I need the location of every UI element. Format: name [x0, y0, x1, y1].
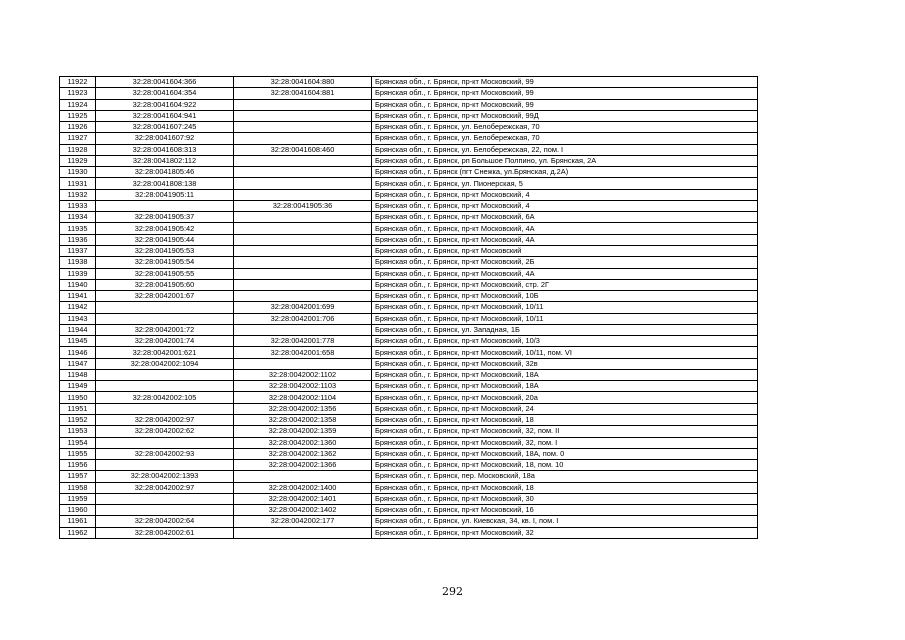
address-cell: Брянская обл., г. Брянск, пр-кт Московский, 32	[372, 527, 758, 538]
cadastral-number-cell	[96, 313, 234, 324]
table-row	[60, 460, 758, 471]
building-number-cell: 32:28:0042002:1400	[234, 482, 372, 493]
building-number-cell	[234, 122, 372, 133]
row-number-cell: 11927	[60, 133, 96, 144]
cadastral-number-cell: 32:28:0042002:64	[96, 516, 234, 527]
building-number-cell	[234, 155, 372, 166]
building-number-cell: 32:28:0042002:1401	[234, 493, 372, 504]
row-number-cell: 11929	[60, 155, 96, 166]
cadastral-number-cell: 32:28:0041905:55	[96, 268, 234, 279]
table-row	[60, 245, 758, 256]
building-number-cell: 32:28:0042002:1356	[234, 403, 372, 414]
building-number-cell: 32:28:0042001:658	[234, 347, 372, 358]
row-number-cell: 11953	[60, 426, 96, 437]
building-number-cell: 32:28:0041604:880	[234, 77, 372, 88]
cadastral-number-cell	[96, 381, 234, 392]
table-row	[60, 381, 758, 392]
address-cell: Брянская обл., г. Брянск, пр-кт Московский, 18	[372, 482, 758, 493]
table-row	[60, 122, 758, 133]
cadastral-number-cell: 32:28:0041802:112	[96, 155, 234, 166]
building-number-cell	[234, 257, 372, 268]
building-number-cell	[234, 324, 372, 335]
table-row	[60, 313, 758, 324]
building-number-cell: 32:28:0041604:881	[234, 88, 372, 99]
row-number-cell: 11930	[60, 167, 96, 178]
table-row	[60, 347, 758, 358]
table-row	[60, 516, 758, 527]
building-number-cell	[234, 291, 372, 302]
building-number-cell	[234, 471, 372, 482]
building-number-cell: 32:28:0042002:1366	[234, 460, 372, 471]
table-row	[60, 369, 758, 380]
row-number-cell: 11954	[60, 437, 96, 448]
cadastral-number-cell: 32:28:0042002:93	[96, 448, 234, 459]
table-row	[60, 505, 758, 516]
address-cell: Брянская обл., г. Брянск, пр-кт Московский, 4	[372, 200, 758, 211]
building-number-cell: 32:28:0042002:1102	[234, 369, 372, 380]
row-number-cell: 11926	[60, 122, 96, 133]
address-cell: Брянская обл., г. Брянск, пр-кт Московский, 18	[372, 414, 758, 425]
cadastral-number-cell	[96, 200, 234, 211]
address-cell: Брянская обл., г. Брянск, пр-кт Московский, 6А	[372, 212, 758, 223]
cadastral-number-cell	[96, 369, 234, 380]
table-row	[60, 302, 758, 313]
table-row	[60, 223, 758, 234]
cadastral-number-cell: 32:28:0041604:922	[96, 99, 234, 110]
row-number-cell: 11936	[60, 234, 96, 245]
table-row	[60, 471, 758, 482]
table-row	[60, 437, 758, 448]
address-cell: Брянская обл., г. Брянск, пр-кт Московский, 99	[372, 77, 758, 88]
cadastral-number-cell: 32:28:0042002:1393	[96, 471, 234, 482]
page-number: 292	[442, 585, 463, 598]
address-cell: Брянская обл., г. Брянск, ул. Белобережская, 70	[372, 122, 758, 133]
address-cell: Брянская обл., г. Брянск, пр-кт Московский, 32в	[372, 358, 758, 369]
building-number-cell	[234, 178, 372, 189]
table-row	[60, 392, 758, 403]
building-number-cell: 32:28:0042002:1402	[234, 505, 372, 516]
building-number-cell	[234, 212, 372, 223]
row-number-cell: 11934	[60, 212, 96, 223]
address-cell: Брянская обл., г. Брянск, пр-кт Московский, 16	[372, 505, 758, 516]
cadastral-number-cell: 32:28:0041905:54	[96, 257, 234, 268]
row-number-cell: 11944	[60, 324, 96, 335]
building-number-cell: 32:28:0042002:1360	[234, 437, 372, 448]
building-number-cell	[234, 189, 372, 200]
building-number-cell: 32:28:0042002:1103	[234, 381, 372, 392]
table-row	[60, 279, 758, 290]
building-number-cell: 32:28:0042001:778	[234, 336, 372, 347]
table-row	[60, 200, 758, 211]
table-row	[60, 99, 758, 110]
address-cell: Брянская обл., г. Брянск, ул. Западная, 1Б	[372, 324, 758, 335]
row-number-cell: 11935	[60, 223, 96, 234]
row-number-cell: 11941	[60, 291, 96, 302]
row-number-cell: 11950	[60, 392, 96, 403]
row-number-cell: 11951	[60, 403, 96, 414]
row-number-cell: 11947	[60, 358, 96, 369]
address-cell: Брянская обл., г. Брянск, пр-кт Московский, 99	[372, 99, 758, 110]
cadastral-number-cell: 32:28:0041604:941	[96, 110, 234, 121]
table-row	[60, 493, 758, 504]
building-number-cell	[234, 234, 372, 245]
row-number-cell: 11955	[60, 448, 96, 459]
address-cell: Брянская обл., г. Брянск, пр-кт Московский, 10/3	[372, 336, 758, 347]
row-number-cell: 11922	[60, 77, 96, 88]
cadastral-number-cell: 32:28:0042001:67	[96, 291, 234, 302]
cadastral-number-cell: 32:28:0041905:37	[96, 212, 234, 223]
table-row	[60, 527, 758, 538]
address-cell: Брянская обл., г. Брянск, пер. Московский, 18а	[372, 471, 758, 482]
row-number-cell: 11961	[60, 516, 96, 527]
building-number-cell: 32:28:0042001:699	[234, 302, 372, 313]
cadastral-number-cell: 32:28:0041905:11	[96, 189, 234, 200]
row-number-cell: 11943	[60, 313, 96, 324]
row-number-cell: 11959	[60, 493, 96, 504]
address-cell: Брянская обл., г. Брянск, пр-кт Московский, 4А	[372, 223, 758, 234]
table-row	[60, 155, 758, 166]
building-number-cell: 32:28:0041608:460	[234, 144, 372, 155]
table-row	[60, 291, 758, 302]
cadastral-number-cell: 32:28:0042002:105	[96, 392, 234, 403]
address-cell: Брянская обл., г. Брянск, пр-кт Московский, 4А	[372, 234, 758, 245]
table-row	[60, 212, 758, 223]
building-number-cell: 32:28:0042002:177	[234, 516, 372, 527]
address-cell: Брянская обл., г. Брянск, пр-кт Московский, 4А	[372, 268, 758, 279]
row-number-cell: 11958	[60, 482, 96, 493]
address-cell: Брянская обл., г. Брянск, пр-кт Московский, 30	[372, 493, 758, 504]
row-number-cell: 11939	[60, 268, 96, 279]
address-cell: Брянская обл., г. Брянск, пр-кт Московский, 10Б	[372, 291, 758, 302]
building-number-cell: 32:28:0042002:1362	[234, 448, 372, 459]
row-number-cell: 11957	[60, 471, 96, 482]
row-number-cell: 11938	[60, 257, 96, 268]
row-number-cell: 11949	[60, 381, 96, 392]
cadastral-number-cell	[96, 302, 234, 313]
address-cell: Брянская обл., г. Брянск, пр-кт Московский, 18, пом. 10	[372, 460, 758, 471]
table-row	[60, 482, 758, 493]
cadastral-number-cell: 32:28:0041905:44	[96, 234, 234, 245]
cadastral-number-cell: 32:28:0042002:97	[96, 414, 234, 425]
cadastral-number-cell: 32:28:0042002:97	[96, 482, 234, 493]
table-row	[60, 403, 758, 414]
row-number-cell: 11937	[60, 245, 96, 256]
cadastral-number-cell: 32:28:0042002:61	[96, 527, 234, 538]
address-cell: Брянская обл., г. Брянск, пр-кт Московский, 10/11	[372, 302, 758, 313]
building-number-cell: 32:28:0042001:706	[234, 313, 372, 324]
cadastral-number-cell: 32:28:0041604:354	[96, 88, 234, 99]
row-number-cell: 11960	[60, 505, 96, 516]
address-cell: Брянская обл., г. Брянск, ул. Белобережская, 22, пом. I	[372, 144, 758, 155]
building-number-cell	[234, 245, 372, 256]
row-number-cell: 11924	[60, 99, 96, 110]
address-cell: Брянская обл., г. Брянск, пр-кт Московский, 18А, пом. 0	[372, 448, 758, 459]
building-number-cell	[234, 358, 372, 369]
address-cell: Брянская обл., г. Брянск, пр-кт Московский, 2Б	[372, 257, 758, 268]
address-cell: Брянская обл., г. Брянск, пр-кт Московский, 24	[372, 403, 758, 414]
table-row	[60, 336, 758, 347]
cadastral-number-cell: 32:28:0042002:62	[96, 426, 234, 437]
cadastral-number-cell: 32:28:0041607:92	[96, 133, 234, 144]
table-row	[60, 167, 758, 178]
row-number-cell: 11928	[60, 144, 96, 155]
building-number-cell	[234, 110, 372, 121]
table-row	[60, 77, 758, 88]
address-cell: Брянская обл., г. Брянск, пр-кт Московский, 10/11	[372, 313, 758, 324]
cadastral-number-cell	[96, 460, 234, 471]
building-number-cell: 32:28:0042002:1104	[234, 392, 372, 403]
cadastral-number-cell: 32:28:0041604:366	[96, 77, 234, 88]
row-number-cell: 11956	[60, 460, 96, 471]
cadastral-number-cell	[96, 437, 234, 448]
cadastral-number-cell: 32:28:0042001:621	[96, 347, 234, 358]
address-cell: Брянская обл., г. Брянск, пр-кт Московский	[372, 245, 758, 256]
table-row	[60, 448, 758, 459]
row-number-cell: 11931	[60, 178, 96, 189]
table-row	[60, 268, 758, 279]
building-number-cell	[234, 223, 372, 234]
table-row	[60, 178, 758, 189]
table-row	[60, 426, 758, 437]
building-number-cell: 32:28:0041905:36	[234, 200, 372, 211]
row-number-cell: 11945	[60, 336, 96, 347]
row-number-cell: 11948	[60, 369, 96, 380]
address-cell: Брянская обл., г. Брянск, ул. Пионерская, 5	[372, 178, 758, 189]
building-number-cell	[234, 167, 372, 178]
cadastral-number-cell: 32:28:0041905:42	[96, 223, 234, 234]
building-number-cell	[234, 279, 372, 290]
cadastral-number-cell: 32:28:0041905:53	[96, 245, 234, 256]
row-number-cell: 11932	[60, 189, 96, 200]
building-number-cell: 32:28:0042002:1358	[234, 414, 372, 425]
table-row	[60, 110, 758, 121]
address-cell: Брянская обл., г. Брянск (пгт Снежка, ул.Брянская, д.2А)	[372, 167, 758, 178]
cadastral-number-cell: 32:28:0041905:60	[96, 279, 234, 290]
address-cell: Брянская обл., г. Брянск, пр-кт Московский, 18А	[372, 369, 758, 380]
cadastral-number-cell	[96, 505, 234, 516]
table-row	[60, 358, 758, 369]
table-row	[60, 144, 758, 155]
address-cell: Брянская обл., г. Брянск, пр-кт Московский, 18А	[372, 381, 758, 392]
document-table	[59, 76, 758, 539]
cadastral-number-cell	[96, 403, 234, 414]
building-number-cell	[234, 527, 372, 538]
address-cell: Брянская обл., г. Брянск, рп Большое Полпино, ул. Брянская, 2А	[372, 155, 758, 166]
row-number-cell: 11946	[60, 347, 96, 358]
building-number-cell	[234, 133, 372, 144]
address-cell: Брянская обл., г. Брянск, пр-кт Московский, стр. 2Г	[372, 279, 758, 290]
table-body	[60, 77, 758, 539]
building-number-cell: 32:28:0042002:1359	[234, 426, 372, 437]
row-number-cell: 11952	[60, 414, 96, 425]
address-cell: Брянская обл., г. Брянск, ул. Киевская, 34, кв. I, пом. I	[372, 516, 758, 527]
address-cell: Брянская обл., г. Брянск, пр-кт Московский, 99Д	[372, 110, 758, 121]
address-cell: Брянская обл., г. Брянск, пр-кт Московский, 10/11, пом. VI	[372, 347, 758, 358]
address-cell: Брянская обл., г. Брянск, пр-кт Московский, 20а	[372, 392, 758, 403]
row-number-cell: 11942	[60, 302, 96, 313]
address-cell: Брянская обл., г. Брянск, ул. Белобережская, 70	[372, 133, 758, 144]
address-cell: Брянская обл., г. Брянск, пр-кт Московский, 32, пом. II	[372, 426, 758, 437]
cadastral-number-cell: 32:28:0041805:46	[96, 167, 234, 178]
table-row	[60, 133, 758, 144]
table-row	[60, 234, 758, 245]
address-cell: Брянская обл., г. Брянск, пр-кт Московский, 32, пом. I	[372, 437, 758, 448]
cadastral-number-cell: 32:28:0042001:72	[96, 324, 234, 335]
cadastral-number-cell: 32:28:0041808:138	[96, 178, 234, 189]
table-row	[60, 257, 758, 268]
cadastral-number-cell: 32:28:0041607:245	[96, 122, 234, 133]
table-row	[60, 189, 758, 200]
table-row	[60, 88, 758, 99]
cadastral-number-cell: 32:28:0041608:313	[96, 144, 234, 155]
cadastral-number-cell: 32:28:0042002:1094	[96, 358, 234, 369]
table-row	[60, 324, 758, 335]
building-number-cell	[234, 268, 372, 279]
row-number-cell: 11923	[60, 88, 96, 99]
address-cell: Брянская обл., г. Брянск, пр-кт Московский, 99	[372, 88, 758, 99]
address-cell: Брянская обл., г. Брянск, пр-кт Московский, 4	[372, 189, 758, 200]
row-number-cell: 11933	[60, 200, 96, 211]
building-number-cell	[234, 99, 372, 110]
table-row	[60, 414, 758, 425]
row-number-cell: 11925	[60, 110, 96, 121]
cadastral-number-cell	[96, 493, 234, 504]
row-number-cell: 11940	[60, 279, 96, 290]
cadastral-number-cell: 32:28:0042001:74	[96, 336, 234, 347]
row-number-cell: 11962	[60, 527, 96, 538]
